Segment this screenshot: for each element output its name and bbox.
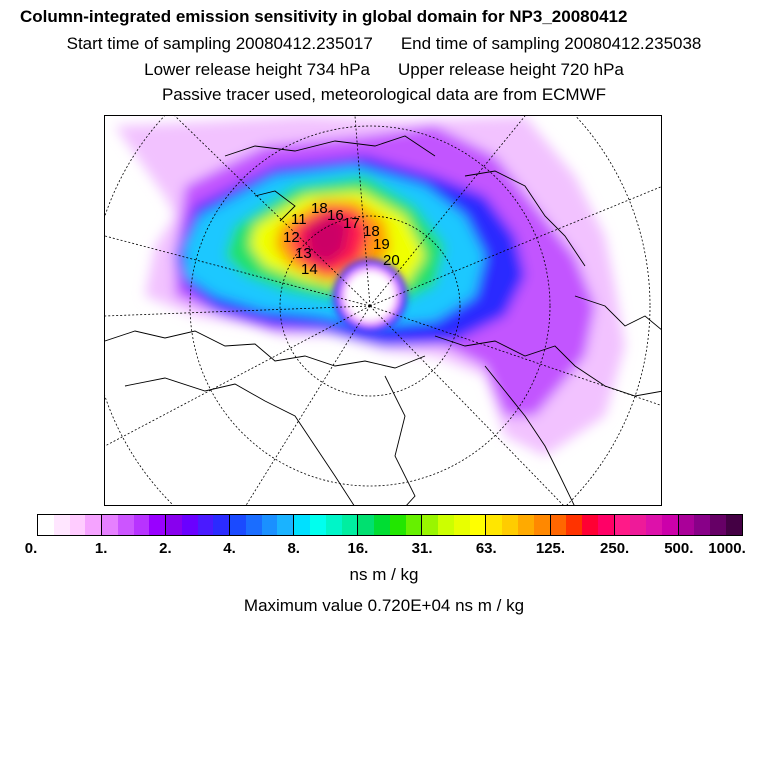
colorbar-cell [326, 515, 342, 535]
colorbar-cell [566, 515, 582, 535]
colorbar-cell [358, 515, 374, 535]
colorbar-cell [246, 515, 262, 535]
colorbar-cell [582, 515, 598, 535]
colorbar-cell [262, 515, 278, 535]
sampling-times [0, 34, 768, 54]
colorbar-tick-label: 500. [664, 540, 694, 557]
colorbar-cell [422, 515, 438, 535]
release-heights [0, 60, 768, 80]
colorbar-tick-label: 4. [223, 540, 236, 557]
end-time-label: End time of sampling 20080412.235038 [400, 34, 702, 53]
colorbar-cell [230, 515, 246, 535]
colorbar-tick-label: 1. [94, 540, 108, 557]
tracer-info: Passive tracer used, meteorological data are from ECMWF [161, 85, 607, 104]
colorbar-cell [551, 515, 567, 535]
map-label: 13 [295, 245, 312, 262]
colorbar-cell [726, 515, 742, 535]
map-label: 12 [283, 229, 300, 246]
map-label: 14 [301, 261, 318, 278]
colorbar-tick-label: 2. [159, 540, 172, 557]
colorbar-cell [166, 515, 182, 535]
colorbar-units: ns m / kg [349, 565, 419, 584]
colorbar-cell [518, 515, 534, 535]
colorbar-cell [534, 515, 551, 535]
colorbar-cell [598, 515, 615, 535]
lower-height-label: Lower release height 734 hPa [144, 60, 370, 79]
colorbar-cell [694, 515, 710, 535]
upper-height-label: Upper release height 720 hPa [398, 60, 624, 79]
colorbar-cell [342, 515, 359, 535]
colorbar-cell [70, 515, 86, 535]
colorbar-cell [149, 515, 166, 535]
colorbar-cell [134, 515, 150, 535]
colorbar-tick-label: 63. [475, 540, 497, 557]
colorbar-cell [38, 515, 54, 535]
map-panel [104, 115, 662, 506]
map-label: 17 [343, 215, 360, 232]
colorbar-cell [118, 515, 134, 535]
colorbar-cell [438, 515, 454, 535]
sensitivity-map [105, 116, 662, 506]
colorbar-cell [294, 515, 310, 535]
colorbar-cell [470, 515, 487, 535]
map-label: 11 [291, 211, 307, 228]
colorbar-cell [406, 515, 423, 535]
map-label: 18 [363, 223, 380, 240]
colorbar-cell [374, 515, 390, 535]
colorbar-cell [390, 515, 406, 535]
plot-title: Column-integrated emission sensitivity in global domain for NP3_20080412 [20, 7, 628, 26]
colorbar-tick-label: 1000. [708, 540, 746, 557]
map-label: 20 [383, 252, 400, 269]
colorbar-cell [502, 515, 518, 535]
colorbar-cell [615, 515, 631, 535]
start-time-label: Start time of sampling 20080412.235017 [66, 34, 373, 53]
map-label: 18 [311, 200, 328, 217]
colorbar-cell [630, 515, 646, 535]
colorbar-tick-label: 0. [24, 540, 38, 557]
colorbar-cell [182, 515, 198, 535]
colorbar-tick-label: 250. [600, 540, 630, 557]
map-label: 19 [373, 236, 390, 253]
colorbar-cell [679, 515, 695, 535]
colorbar-cell [454, 515, 470, 535]
colorbar-cell [710, 515, 726, 535]
colorbar-tick-label: 125. [535, 540, 566, 557]
colorbar-cell [198, 515, 214, 535]
colorbar-tick-label: 31. [411, 540, 433, 557]
colorbar-cell [54, 515, 70, 535]
colorbar-cell [310, 515, 326, 535]
colorbar-tick-label: 16. [347, 540, 369, 557]
colorbar-tick-label: 8. [287, 540, 300, 557]
colorbar-cell [102, 515, 118, 535]
colorbar [37, 514, 743, 536]
map-label: 16 [327, 207, 344, 224]
maximum-value: Maximum value 0.720E+04 ns m / kg [243, 596, 525, 615]
colorbar-cell [646, 515, 662, 535]
colorbar-cell [213, 515, 230, 535]
colorbar-cell [662, 515, 679, 535]
colorbar-cell [85, 515, 102, 535]
colorbar-cell [486, 515, 502, 535]
colorbar-cell [277, 515, 294, 535]
